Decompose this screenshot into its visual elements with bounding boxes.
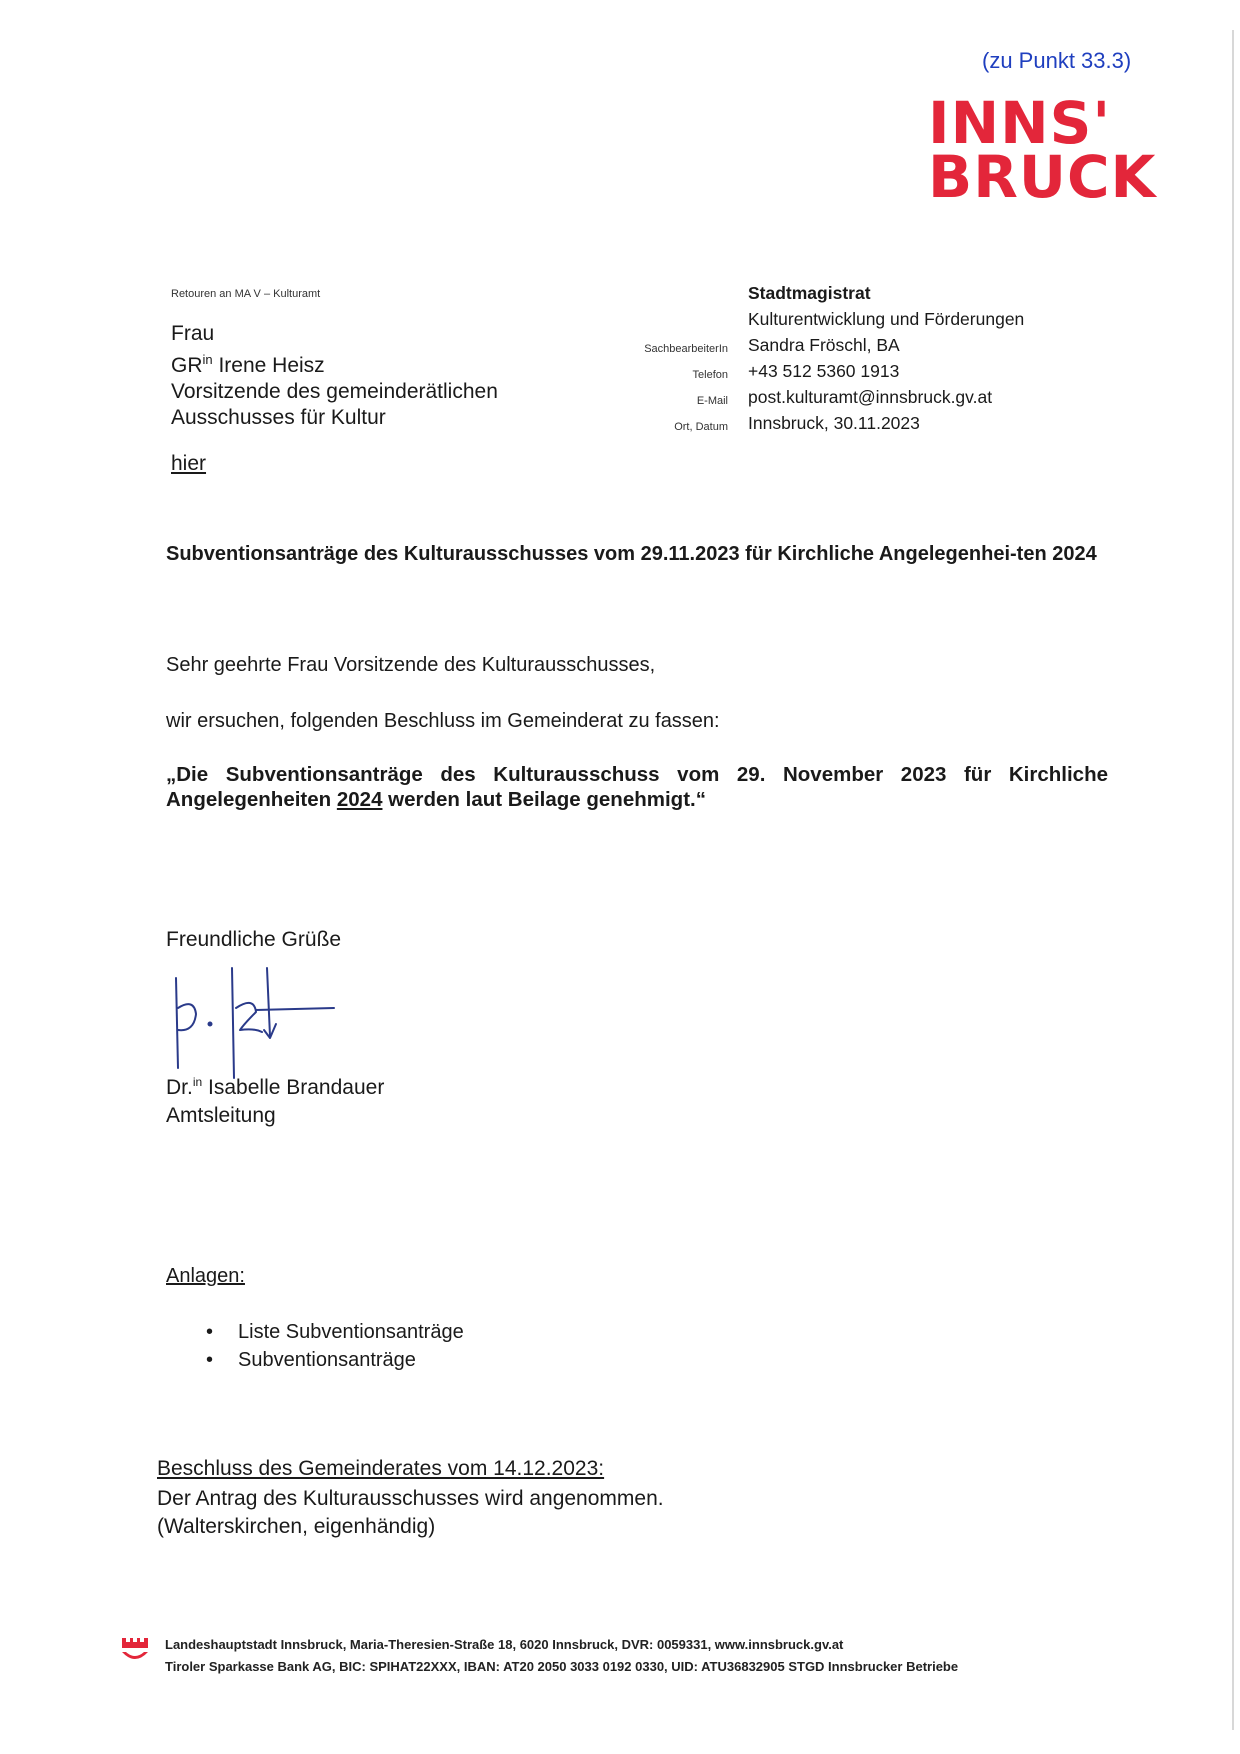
- city-emblem-icon: [120, 1636, 150, 1666]
- recipient-name: Irene Heisz: [218, 354, 325, 377]
- resolution-year: 2024: [336, 788, 383, 811]
- signer-name-line: [166, 1068, 384, 1102]
- letter-salutation: Sehr geehrte Frau Vorsitzende des Kulturausschusses,: [166, 654, 656, 676]
- sender-labels: [560, 336, 728, 440]
- resolution-line-1: „Die Subventionsanträge des Kulturausschuss vom 29. November 2023 für Kirchliche: [166, 763, 1108, 786]
- sender-phone: +43 512 5360 1913: [748, 361, 900, 381]
- sender-place-date: Innsbruck, 30.11.2023: [748, 413, 920, 433]
- recipient-title-sup: in: [202, 352, 213, 367]
- letter-subject: Subventionsanträge des Kulturausschusses vom 29.11.2023 für Kirchliche Angelegenhei-ten 2024: [166, 543, 1097, 565]
- recipient-role-line-2: Ausschusses für Kultur: [171, 406, 386, 429]
- sender-department: Kulturentwicklung und Förderungen: [748, 309, 1025, 329]
- footer-line-1: Landeshauptstadt Innsbruck, Maria-Theresien-Straße 18, 6020 Innsbruck, DVR: 0059331, www.innsbruck.gv.at: [165, 1637, 844, 1652]
- resolution-line-2: [166, 788, 706, 812]
- handwritten-signature: [164, 948, 384, 1088]
- recipient-salutation: Frau: [171, 322, 215, 345]
- signer-name: Isabelle Brandauer: [208, 1076, 385, 1099]
- signer-prefix: Dr.: [166, 1076, 193, 1099]
- signer-prefix-sup: in: [192, 1075, 203, 1089]
- recipient-title: GR: [171, 354, 203, 377]
- sender-clerk: Sandra Fröschl, BA: [748, 335, 900, 355]
- attachments-list: [200, 1318, 464, 1374]
- signer-role: Amtsleitung: [166, 1104, 276, 1127]
- innsbruck-logo: [928, 89, 1157, 211]
- sender-org: Stadtmagistrat: [748, 283, 871, 303]
- recipient-location: hier: [171, 452, 207, 475]
- return-address-line: Retouren an MA V – Kulturamt: [171, 288, 321, 300]
- attachments-heading: Anlagen:: [166, 1265, 245, 1287]
- council-decision-line-1: Der Antrag des Kulturausschusses wird angenommen.: [157, 1487, 664, 1510]
- logo-line-1: INNS': [928, 89, 1112, 157]
- resolution-line-2-end: werden laut Beilage genehmigt.“: [382, 788, 706, 811]
- footer: [165, 1634, 958, 1678]
- recipient-address: [171, 321, 498, 431]
- council-decision-text: [157, 1485, 664, 1541]
- scan-edge-line: [1232, 30, 1234, 1730]
- closing-greeting: Freundliche Grüße: [166, 928, 342, 951]
- recipient-role-line-1: Vorsitzende des gemeinderätlichen: [171, 380, 498, 403]
- attachment-item: • Subventionsanträge: [200, 1346, 464, 1374]
- attachment-item: • Liste Subventionsanträge: [200, 1318, 464, 1346]
- council-decision-line-2: (Walterskirchen, eigenhändig): [157, 1515, 436, 1538]
- sender-email: post.kulturamt@innsbruck.gv.at: [748, 387, 993, 407]
- signer-block: [166, 1068, 384, 1130]
- label-place-date: Ort, Datum: [674, 421, 728, 433]
- agenda-reference-note: (zu Punkt 33.3): [982, 48, 1132, 73]
- logo-line-2: BRUCK: [928, 143, 1157, 211]
- recipient-name-line: [171, 347, 498, 379]
- letter-intro: wir ersuchen, folgenden Beschluss im Gemeinderat zu fassen:: [166, 710, 720, 732]
- label-email: E-Mail: [696, 395, 728, 407]
- label-clerk: SachbearbeiterIn: [644, 343, 728, 355]
- resolution-line-2-start: Angelegenheiten: [166, 788, 337, 811]
- council-decision-heading: Beschluss des Gemeinderates vom 14.12.2023:: [157, 1457, 605, 1480]
- label-phone: Telefon: [692, 369, 728, 381]
- footer-line-2: Tiroler Sparkasse Bank AG, BIC: SPIHAT22XXX, IBAN: AT20 2050 3033 0192 0330, UID: ATU36832905 STGD Innsbrucker Betriebe: [165, 1659, 959, 1674]
- sender-block: [748, 280, 1024, 436]
